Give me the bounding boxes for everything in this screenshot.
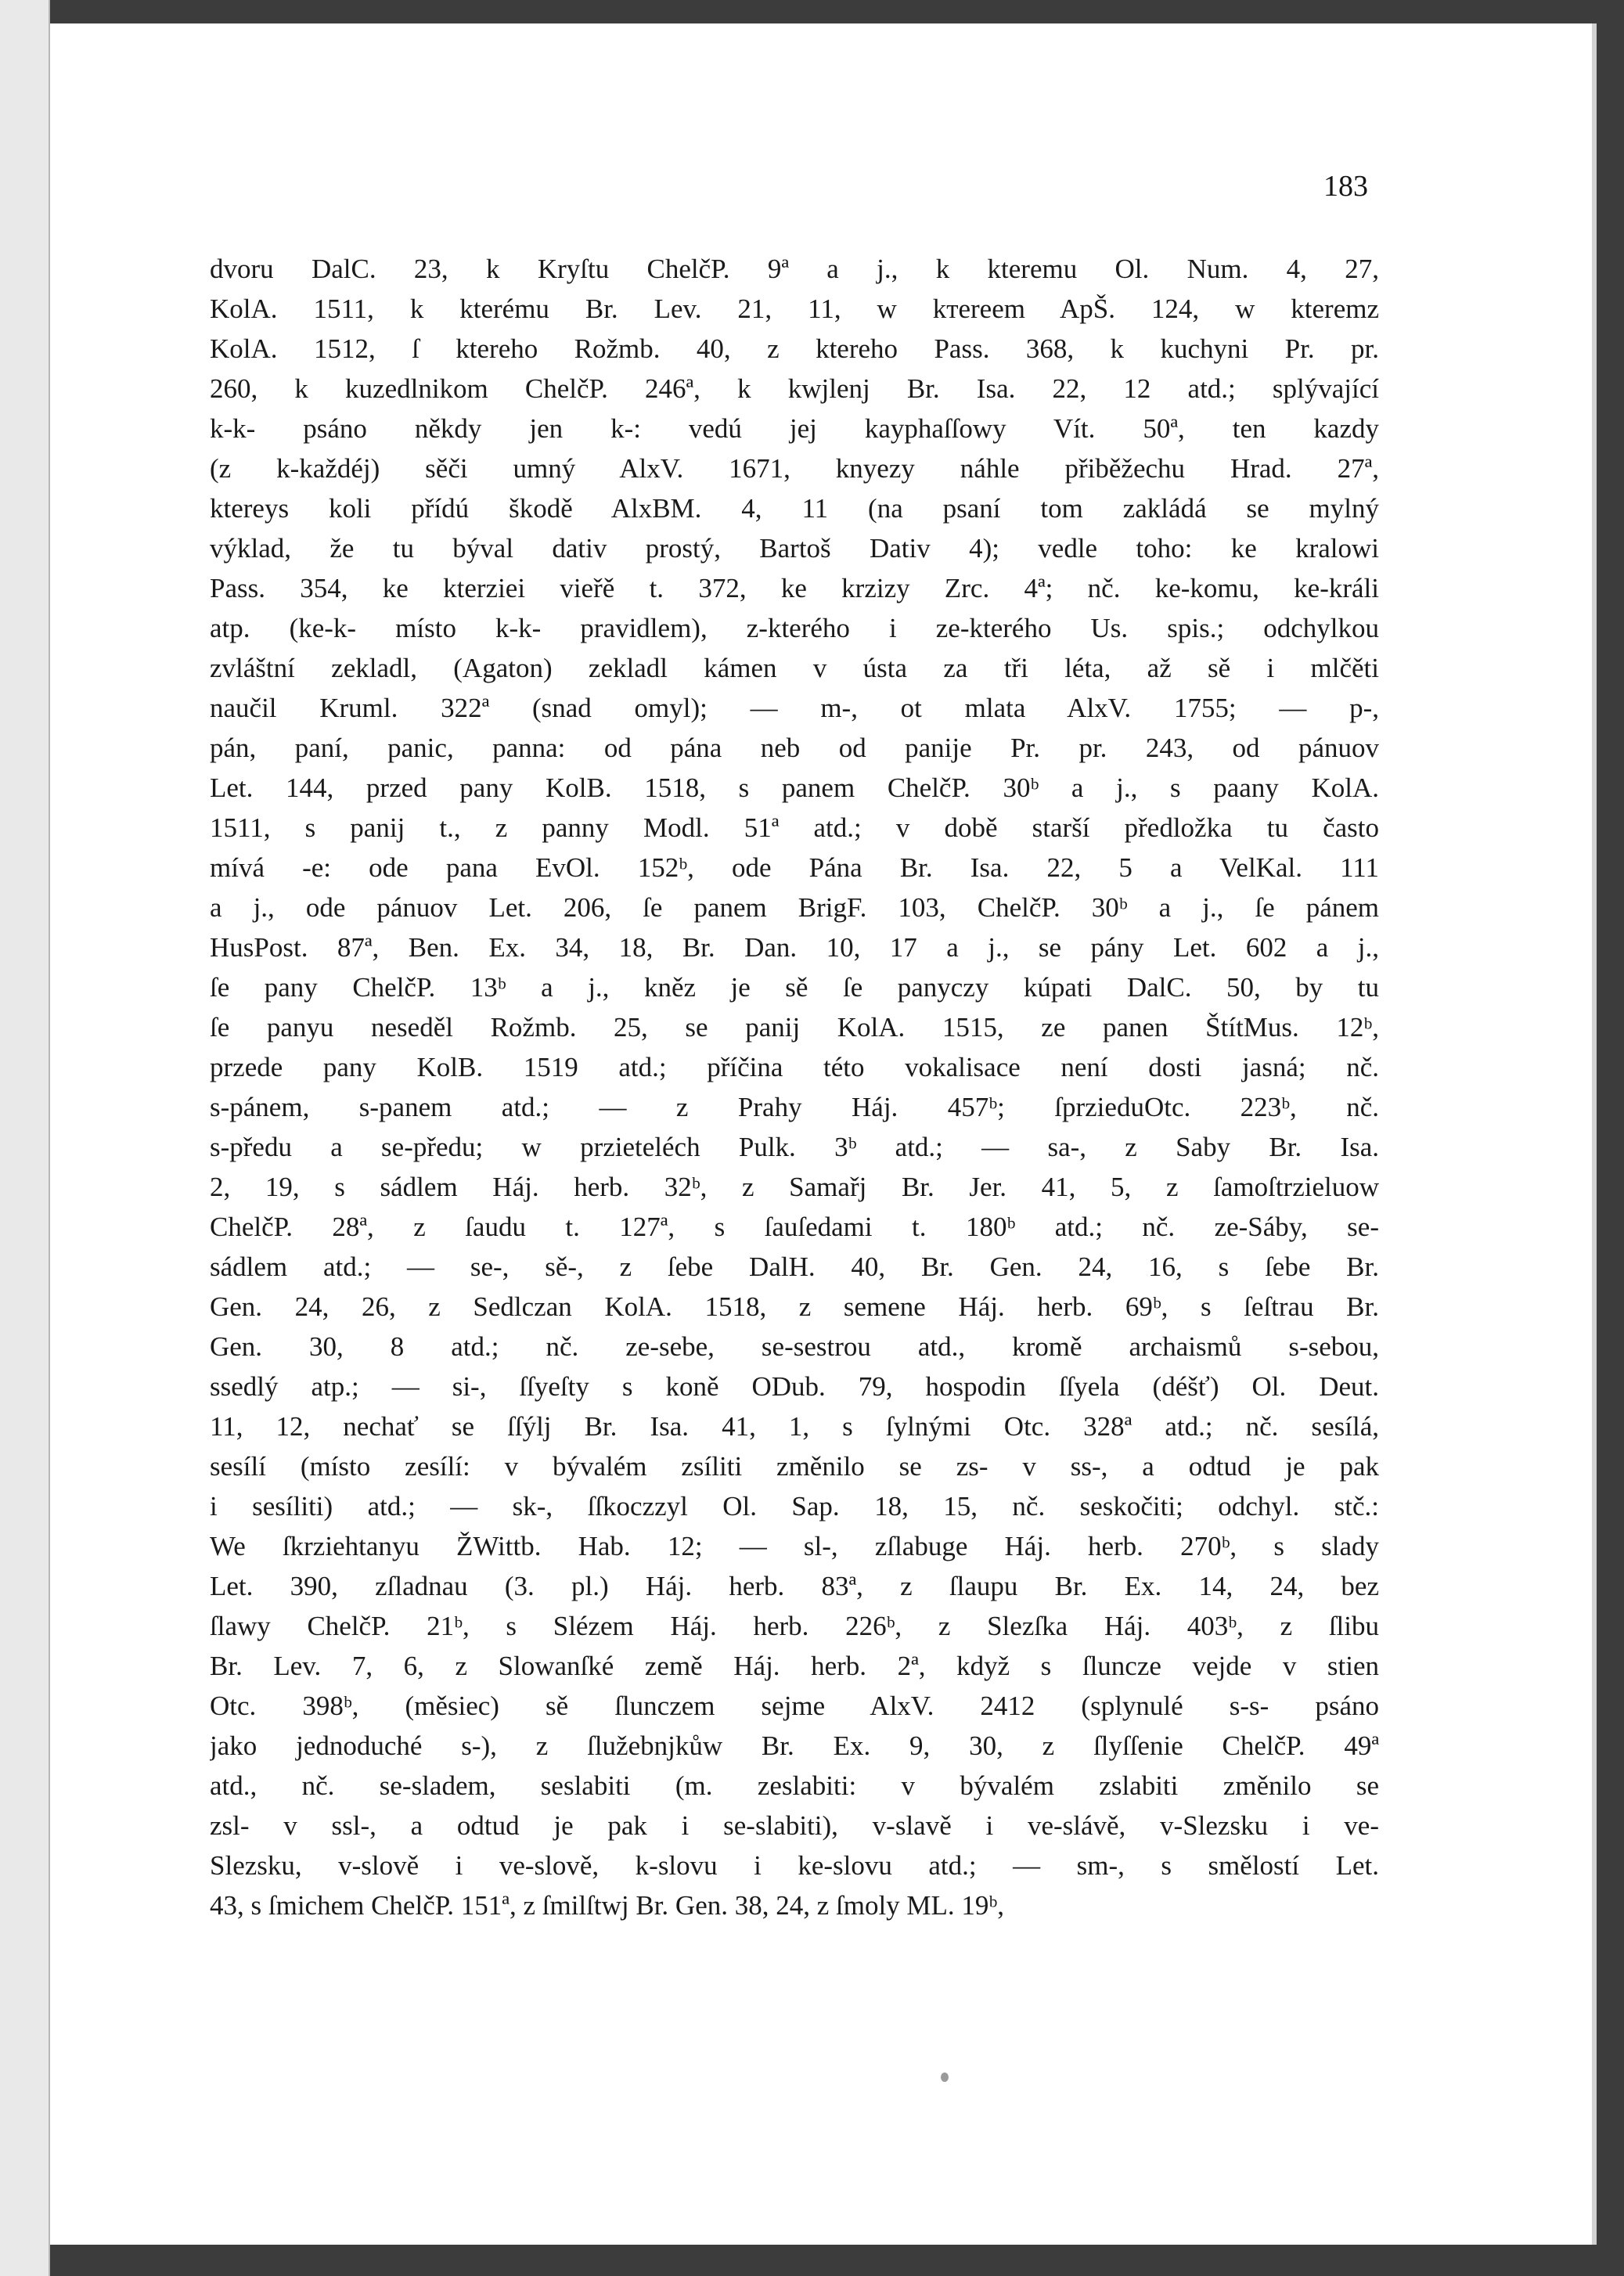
text-line: Gen. 24, 26, z Sedlczan KolA. 1518, z semene Háj. herb. 69ᵇ, s ſeſtrau Br. <box>210 1291 1379 1322</box>
text-line: przede pany KolB. 1519 atd.; příčina této vokalisace není dosti jasná; nč. <box>210 1052 1379 1082</box>
text-line: Pass. 354, ke kterziei vieřě t. 372, ke krzizy Zrc. 4ª; nč. ke-komu, ke-králi <box>210 573 1379 603</box>
text-line: zvláštní zekladl, (Agaton) zekladl kámen v ústa za tři léta, až sě i mlčěti <box>210 653 1379 683</box>
text-line: jako jednoduché s-), z ſlužebnjkůw Br. Ex. 9, 30, z ſlyſſenie ChelčP. 49ª <box>210 1730 1379 1761</box>
text-line: k-k- psáno někdy jen k-: vedú jej kayphaſſowy Vít. 50ª, ten kazdy <box>210 413 1379 444</box>
text-line: atd., nč. se-sladem, seslabiti (m. zeslabiti: v bývalém zslabiti změnilo se <box>210 1770 1379 1801</box>
text-line: Let. 144, przed pany KolB. 1518, s panem ChelčP. 30ᵇ a j., s paany KolA. <box>210 772 1379 803</box>
previous-page-edge <box>0 0 50 2276</box>
text-line: ſe panyu neseděl Rožmb. 25, se panij KolA. 1515, ze panen ŠtítMus. 12ᵇ, <box>210 1012 1379 1043</box>
text-line: s-předu a se-předu; w przieteléch Pulk. 3ᵇ atd.; — sa-, z Saby Br. Isa. <box>210 1132 1379 1162</box>
text-line: dvoru DalC. 23, k Kryſtu ChelčP. 9ª a j., k kteremu Ol. Num. 4, 27, <box>210 254 1379 284</box>
text-line: mívá -e: ode pana EvOl. 152ᵇ, ode Pána Br. Isa. 22, 5 a VelKal. 111 <box>210 852 1379 883</box>
text-line: a j., ode pánuov Let. 206, ſe panem BrigF. 103, ChelčP. 30ᵇ a j., ſe pánem <box>210 892 1379 923</box>
text-line: Let. 390, zſladnau (3. pl.) Háj. herb. 83ª, z ſlaupu Br. Ex. 14, 24, bez <box>210 1571 1379 1601</box>
text-line: naučil Kruml. 322ª (snad omyl); — m-, ot mlata AlxV. 1755; — p-, <box>210 693 1379 723</box>
text-line: s-pánem, s-panem atd.; — z Prahy Háj. 457ᵇ; ſprzieduOtc. 223ᵇ, nč. <box>210 1092 1379 1122</box>
text-line: zsl- v ssl-, a odtud je pak i se-slabiti), v-slavě i ve-slávě, v-Slezsku i ve- <box>210 1810 1379 1841</box>
text-line: atp. (ke-k- místo k-k- pravidlem), z-kterého i ze-kterého Us. spis.; odchylkou <box>210 613 1379 643</box>
text-line: sádlem atd.; — se-, sě-, z ſebe DalH. 40, Br. Gen. 24, 16, s ſebe Br. <box>210 1251 1379 1282</box>
text-line: ssedlý atp.; — si-, ſſyeſty s koně ODub. 79, hospodin ſſyela (déšť) Ol. Deut. <box>210 1371 1379 1402</box>
page-body-text <box>210 249 1379 1925</box>
text-line: (z k-každéj) sěči umný AlxV. 1671, knyezy náhle přiběžechu Hrad. 27ª, <box>210 453 1379 484</box>
text-line: ſlawy ChelčP. 21ᵇ, s Slézem Háj. herb. 226ᵇ, z Slezſka Háj. 403ᵇ, z ſlibu <box>210 1611 1379 1641</box>
text-line: We ſkrziehtanyu ŽWittb. Hab. 12; — sl-, zſlabuge Háj. herb. 270ᵇ, s slady <box>210 1531 1379 1561</box>
text-line: 260, k kuzedlnikom ChelčP. 246ª, k kwjlenj Br. Isa. 22, 12 atd.; splývající <box>210 373 1379 404</box>
text-line: HusPost. 87ª, Ben. Ex. 34, 18, Br. Dan. 10, 17 a j., se pány Let. 602 a j., <box>210 932 1379 963</box>
page-number: 183 <box>1323 170 1368 203</box>
text-line: ktereys koli přídú škodě AlxBM. 4, 11 (na psaní tom zakládá se mylný <box>210 493 1379 524</box>
text-line: Gen. 30, 8 atd.; nč. ze-sebe, se-sestrou atd., kromě archaismů s-sebou, <box>210 1331 1379 1362</box>
text-line: 1511, s panij t., z panny Modl. 51ª atd.; v době starší předložka tu často <box>210 812 1379 843</box>
text-line: ſe pany ChelčP. 13ᵇ a j., kněz je sě ſe panyczy kúpati DalC. 50, by tu <box>210 972 1379 1003</box>
text-line: výklad, že tu býval dativ prostý, Bartoš Dativ 4); vedle toho: ke kralowi <box>210 533 1379 564</box>
text-line: 43, s ſmichem ChelčP. 151ª, z ſmilſtwj Br. Gen. 38, 24, z ſmoly ML. 19ᵇ, <box>210 1890 1005 1921</box>
text-line: KolA. 1512, ſ ktereho Rožmb. 40, z ktereho Pass. 368, k kuchyni Pr. pr. <box>210 333 1379 364</box>
text-line: Slezsku, v-slově i ve-slově, k-slovu i ke-slovu atd.; — sm-, s smělostí Let. <box>210 1850 1379 1881</box>
text-line: ChelčP. 28ª, z ſaudu t. 127ª, s ſauſedami t. 180ᵇ atd.; nč. ze-Sáby, se- <box>210 1212 1379 1242</box>
text-line: Br. Lev. 7, 6, z Slowanſké země Háj. herb. 2ª, když s ſluncze vejde v stien <box>210 1651 1379 1681</box>
text-line: KolA. 1511, k kterému Br. Lev. 21, 11, w kтereem ApŠ. 124, w kteremz <box>210 294 1379 324</box>
text-line: i sesíliti) atd.; — sk-, ſſkoczzyl Ol. Sap. 18, 15, nč. seskočiti; odchyl. stč.: <box>210 1491 1379 1522</box>
text-line: Otc. 398ᵇ, (měsiec) sě ſlunczem sejme AlxV. 2412 (splynulé s-s- psáno <box>210 1691 1379 1721</box>
text-line: sesílí (místo zesílí: v bývalém zsíliti změnilo se zs- v ss-, a odtud je pak <box>210 1451 1379 1482</box>
page-edge-right <box>1592 23 1597 2245</box>
text-line: pán, paní, panic, panna: od pána neb od panije Pr. pr. 243, od pánuov <box>210 733 1379 763</box>
book-page <box>50 23 1592 2245</box>
text-line: 2, 19, s sádlem Háj. herb. 32ᵇ, z Samařj Br. Jer. 41, 5, z ſamoſtrzieluow <box>210 1172 1379 1202</box>
ink-speck <box>941 2073 949 2082</box>
text-line: 11, 12, nechať se ſſýlj Br. Isa. 41, 1, s ſylnými Otc. 328ª atd.; nč. sesílá, <box>210 1411 1379 1442</box>
